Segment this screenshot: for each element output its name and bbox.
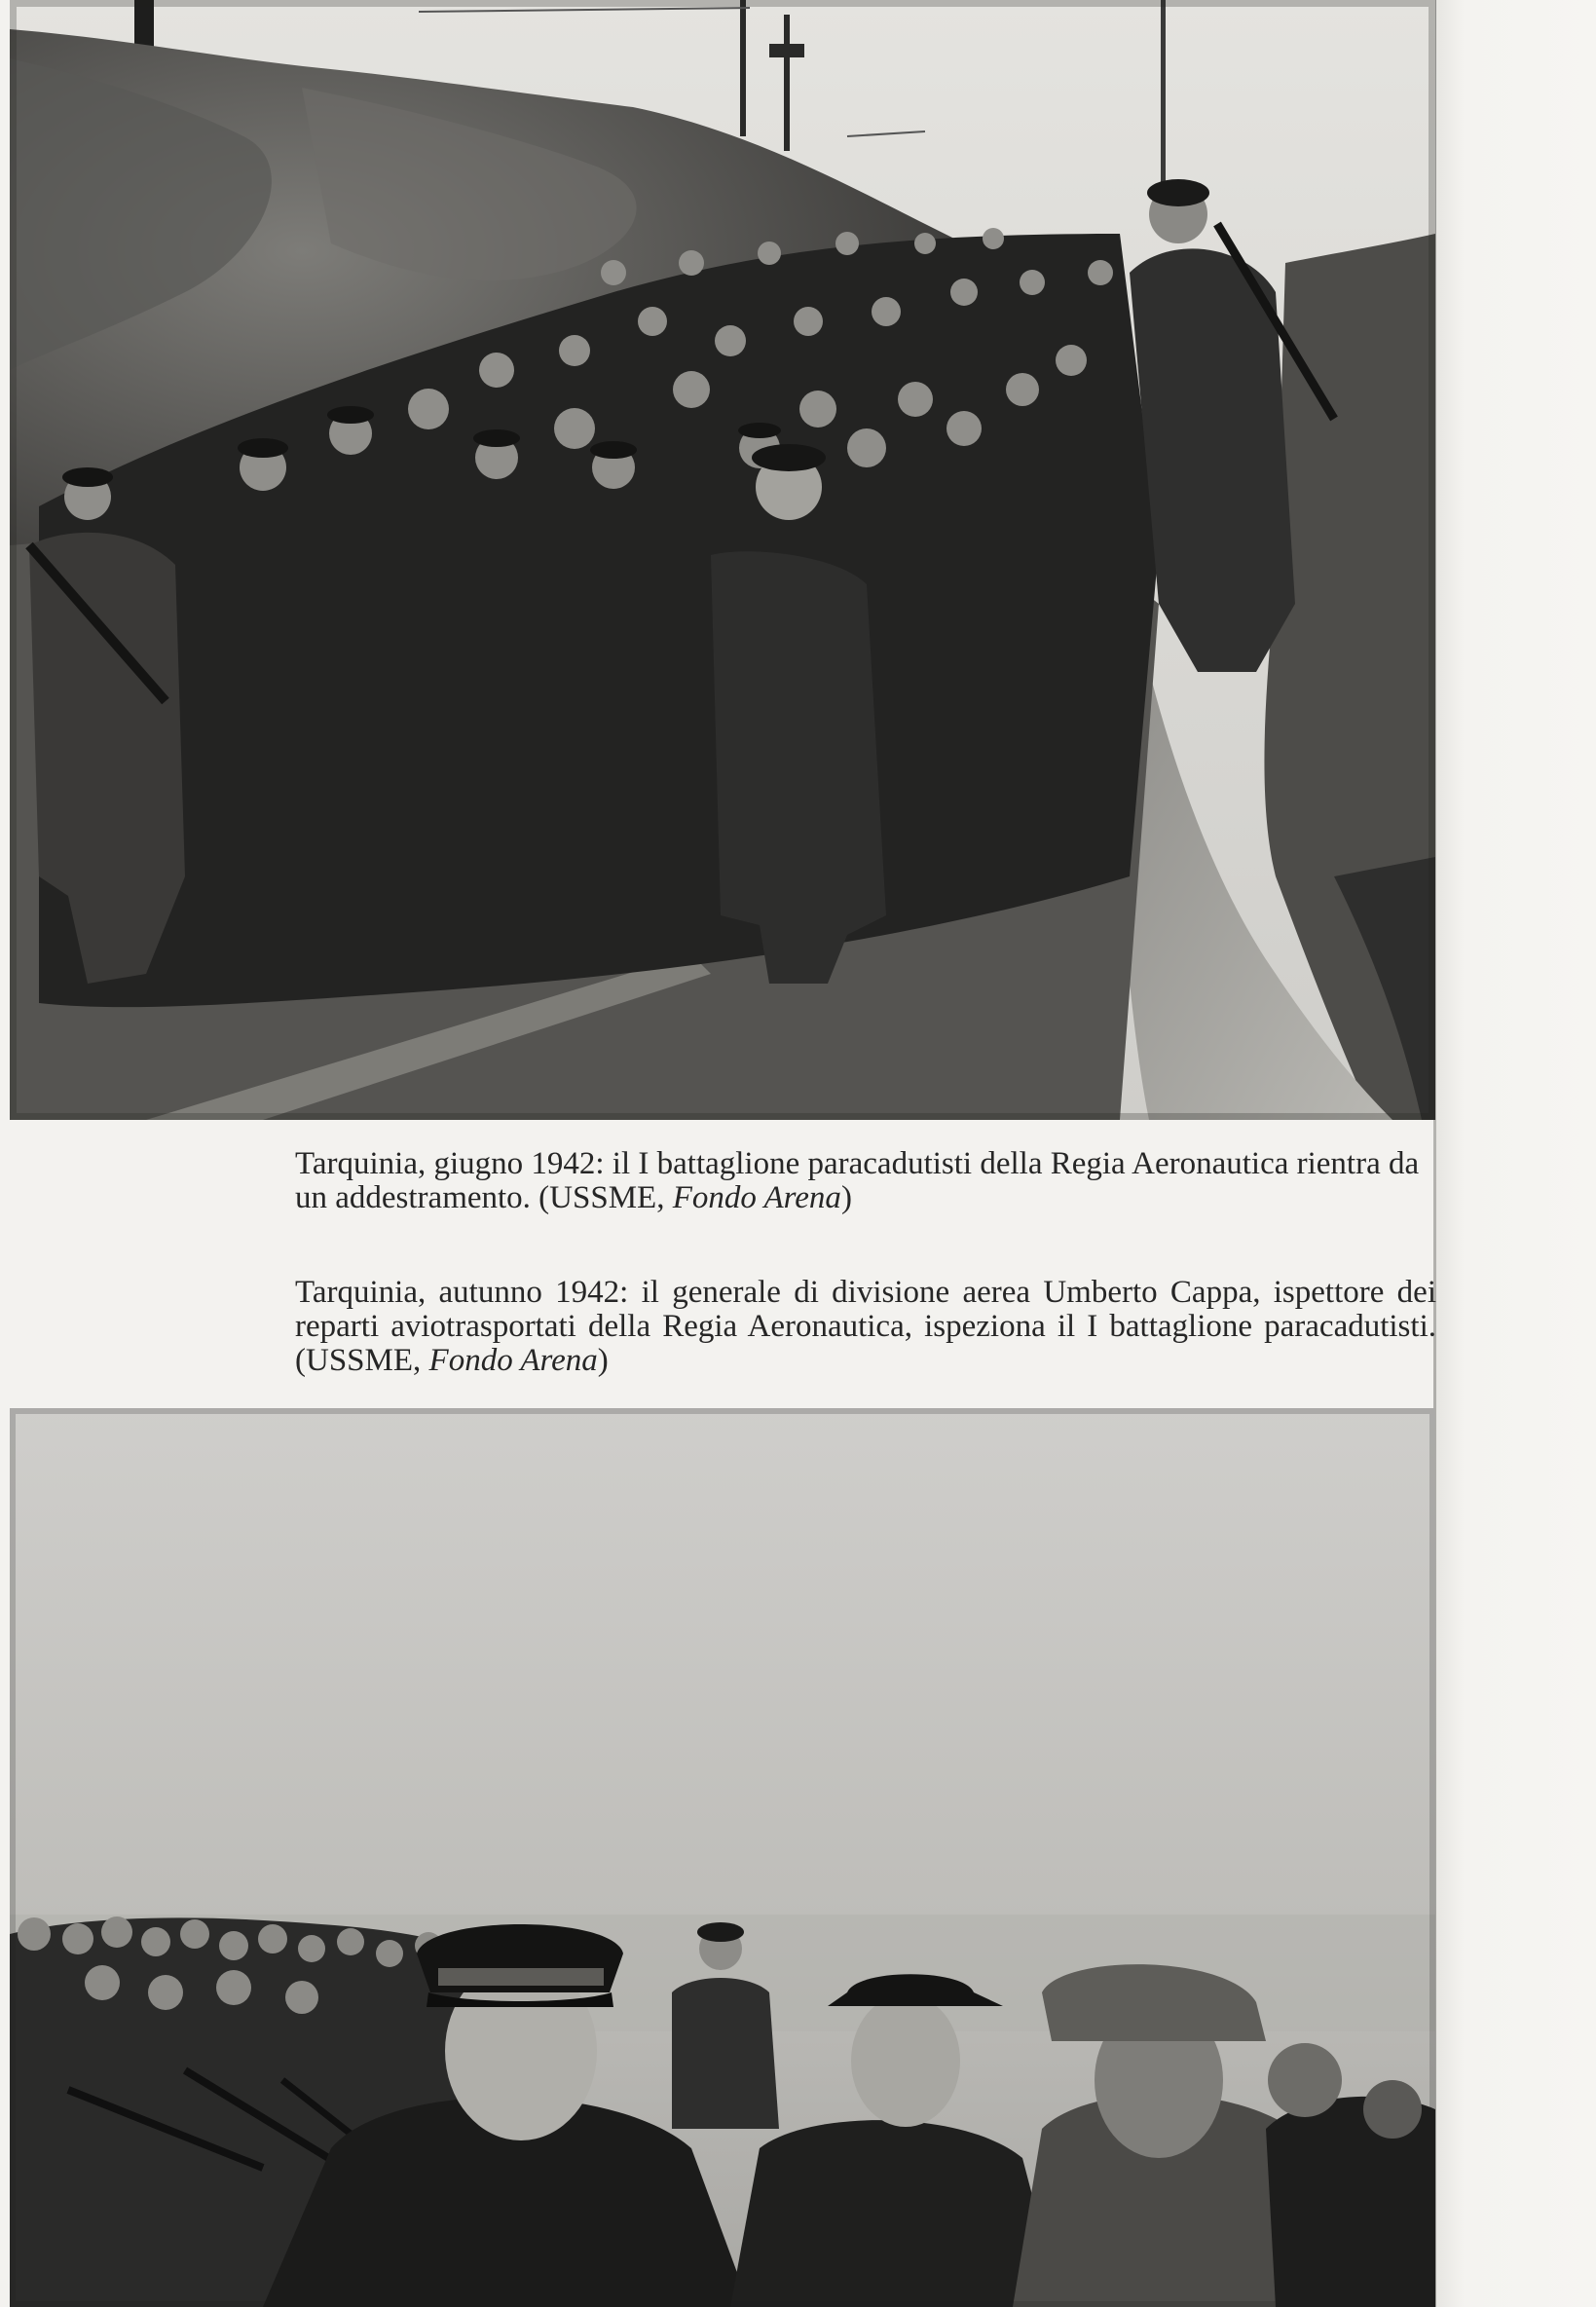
photo-general-inspection [10,1408,1435,2307]
caption-top-photo [295,1147,1436,1215]
photo-paratroopers-marching [10,0,1435,1120]
caption-bottom-source: Fondo Arena [428,1343,598,1378]
caption-bottom-photo [295,1276,1436,1378]
caption-bottom-text: Tarquinia, autunno 1942: il generale di divisione aerea Umberto Cappa, ispettore dei reparti aviotrasportati della Regia Aeronautica, ispeziona il I battaglione paracadutisti. (USSME, [295,1275,1436,1378]
page-edge [1435,0,1596,2307]
caption-top-close: ) [840,1180,852,1215]
photo-paratroopers-marching-image [10,0,1435,1120]
caption-bottom-close: ) [597,1343,609,1378]
caption-top-text: Tarquinia, giugno 1942: il I battaglione paracadutisti della Regia Aeronautica rientra da un addestramento. (USSME, [295,1146,1420,1215]
caption-top-source: Fondo Arena [672,1180,841,1215]
photo-general-inspection-image [10,1408,1435,2307]
